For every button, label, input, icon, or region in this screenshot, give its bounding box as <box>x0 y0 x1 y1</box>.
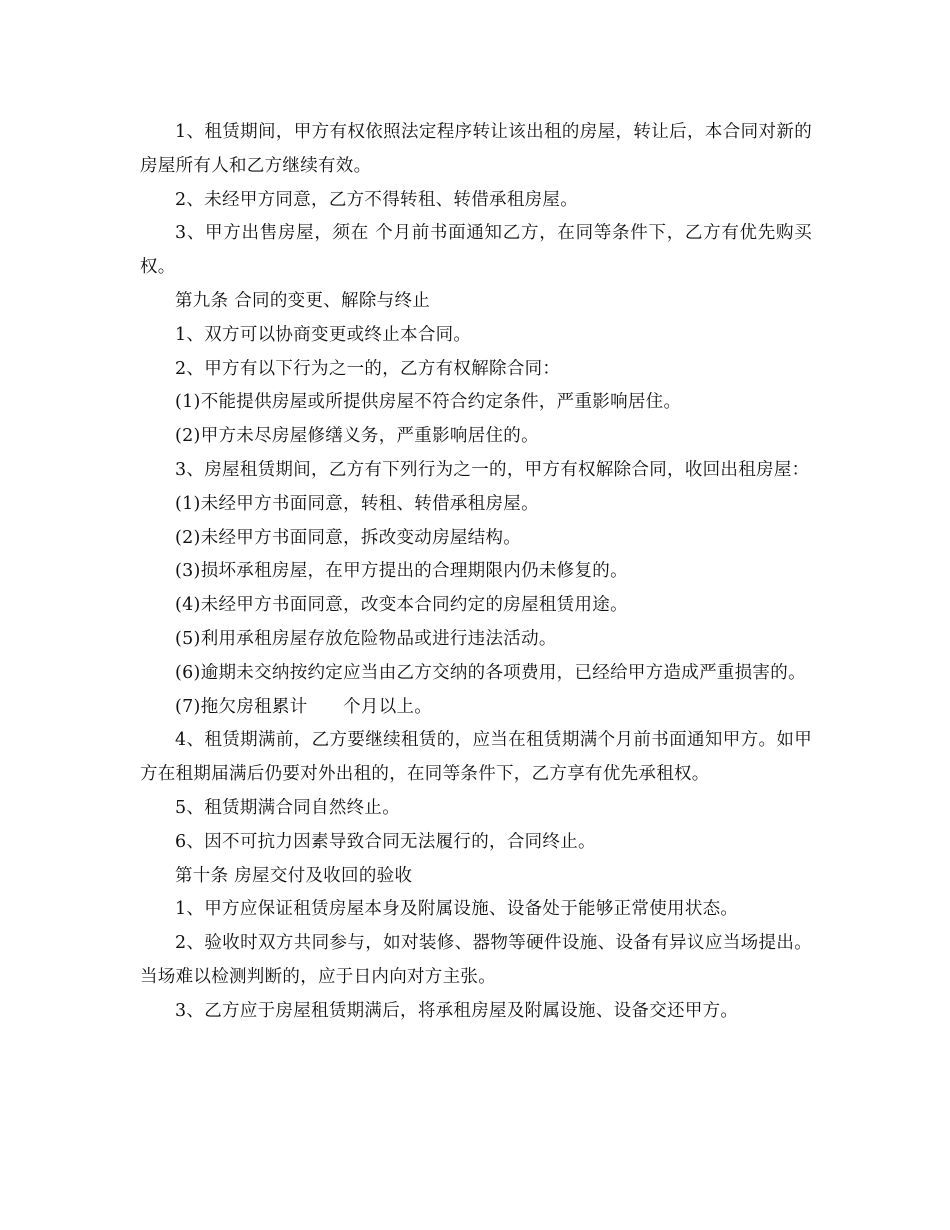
paragraph: 2、甲方有以下行为之一的，乙方有权解除合同： <box>175 358 561 379</box>
paragraph: (4)未经甲方书面同意，改变本合同约定的房屋租赁用途。 <box>175 595 628 616</box>
paragraph: (2)甲方未尽房屋修缮义务，严重影响居住的。 <box>175 426 539 447</box>
paragraph: (2)未经甲方书面同意，拆改变动房屋结构。 <box>175 527 522 548</box>
paragraph: (6)逾期未交纳按约定应当由乙方交纳的各项费用，已经给甲方造成严重损害的。 <box>175 662 806 683</box>
paragraph: 5、租赁期满合同自然终止。 <box>175 797 401 818</box>
paragraph: 4、租赁期满前，乙方要继续租赁的，应当在租赁期满个月前书面通知甲方。如甲方在租期届满后仍要对外出租的，在同等条件下，乙方享有优先承租权。 <box>140 730 812 785</box>
paragraph: (1)不能提供房屋或所提供房屋不符合约定条件，严重影响居住。 <box>175 392 682 413</box>
section-heading: 第九条 合同的变更、解除与终止 <box>175 290 431 311</box>
paragraph: 2、验收时双方共同参与，如对装修、器物等硬件设施、设备有异议应当场提出。当场难以检测判断的，应于日内向对方主张。 <box>140 933 812 987</box>
paragraph: 3、乙方应于房屋租赁期满后，将承租房屋及附属设施、设备交还甲方。 <box>175 1000 739 1021</box>
paragraph: 1、甲方应保证租赁房屋本身及附属设施、设备处于能够正常使用状态。 <box>175 899 739 920</box>
paragraph: 1、租赁期间，甲方有权依照法定程序转让该出租的房屋，转让后，本合同对新的房屋所有人和乙方继续有效。 <box>140 122 812 176</box>
paragraph: 6、因不可抗力因素导致合同无法履行的，合同终止。 <box>175 831 596 852</box>
paragraph: 1、双方可以协商变更或终止本合同。 <box>175 324 472 345</box>
paragraph: 3、甲方出售房屋，须在 个月前书面通知乙方，在同等条件下，乙方有优先购买权。 <box>140 223 812 278</box>
document-body <box>140 116 812 1029</box>
section-heading: 第十条 房屋交付及收回的验收 <box>175 865 413 886</box>
paragraph: (1)未经甲方书面同意，转租、转借承租房屋。 <box>175 493 539 514</box>
paragraph: (5)利用承租房屋存放危险物品或进行违法活动。 <box>175 628 557 649</box>
paragraph: (3)损坏承租房屋，在甲方提出的合理期限内仍未修复的。 <box>175 561 628 582</box>
paragraph: 2、未经甲方同意，乙方不得转租、转借承租房屋。 <box>175 189 579 210</box>
paragraph: 3、房屋租赁期间，乙方有下列行为之一的，甲方有权解除合同，收回出租房屋： <box>175 459 810 480</box>
paragraph: (7)拖欠房租累计 个月以上。 <box>175 696 433 717</box>
